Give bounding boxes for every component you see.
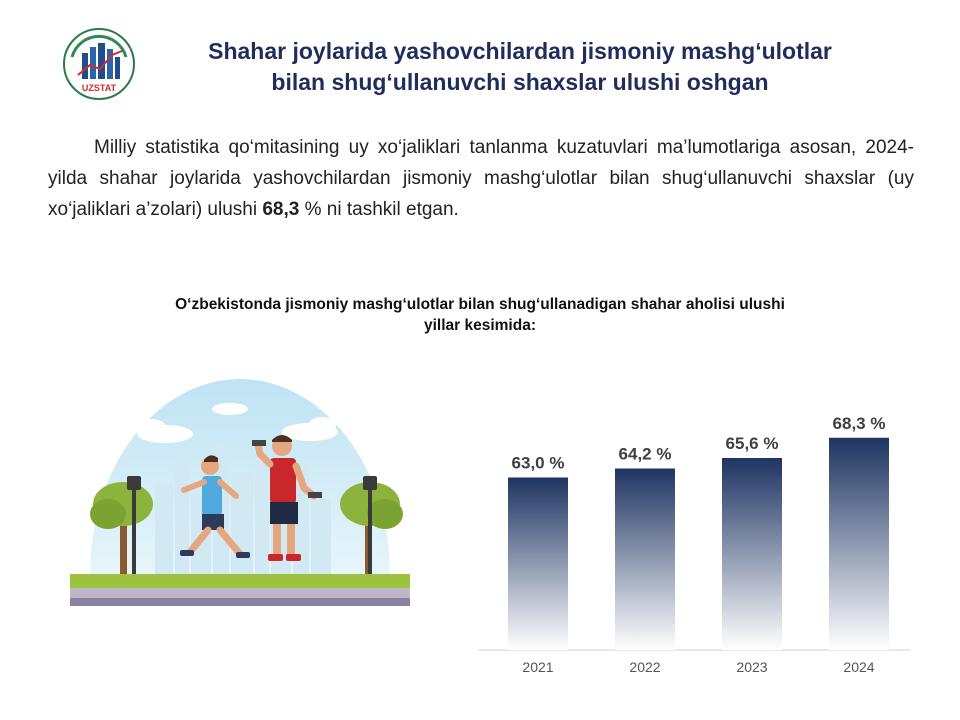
uzstat-logo [62, 27, 136, 101]
path-edge [70, 598, 410, 606]
park-fitness-illustration [60, 374, 420, 624]
bar-2024 [829, 438, 889, 650]
bar-2021 [508, 478, 568, 651]
intro-highlight-value: 68,3 [262, 199, 300, 220]
bar-chart [478, 385, 918, 685]
chart-title-line-2: yillar kesimida: [423, 317, 536, 334]
title-line-2: bilan shug‘ullanuvchi shaxslar ulushi oshgan [271, 69, 769, 95]
data-label-2024: 68,3 % [832, 413, 886, 433]
intro-paragraph [48, 132, 914, 225]
bars-group [508, 414, 889, 675]
title-line-1: Shahar joylarida yashovchilardan jismoniy mashg‘ulotlar [208, 38, 832, 64]
data-label-2021: 63,0 % [511, 453, 565, 473]
data-label-2023: 65,6 % [725, 434, 779, 453]
path [70, 588, 410, 598]
chart-title-line-1: O‘zbekistonda jismoniy mashg‘ulotlar bilan shug‘ullanadigan shahar aholisi ulushi [175, 296, 785, 313]
x-tick-label-2024: 2024 [843, 659, 875, 675]
bar-2022 [615, 469, 675, 651]
intro-text-end: % ni tashkil etgan. [299, 199, 459, 220]
grass [70, 574, 410, 588]
x-tick-label-2022: 2022 [629, 659, 661, 675]
bar-2023 [722, 458, 782, 650]
x-tick-label-2021: 2021 [522, 659, 554, 675]
page-title [140, 36, 900, 98]
logo-text: UZSTAT [81, 83, 117, 93]
x-tick-label-2023: 2023 [736, 659, 768, 675]
chart-title [80, 294, 880, 336]
data-label-2022: 64,2 % [618, 444, 672, 464]
intro-text: Milliy statistika qo‘mitasining uy xo‘jaliklari tanlanma kuzatuvlari ma’lumotlariga asosan, 2024-yilda shahar joylarida yashovchilardan jismoniy mashg‘ulotlar bilan shug‘ullanuvchi shaxslar (uy xo‘jaliklari a’zolari) ulushi [48, 137, 914, 220]
